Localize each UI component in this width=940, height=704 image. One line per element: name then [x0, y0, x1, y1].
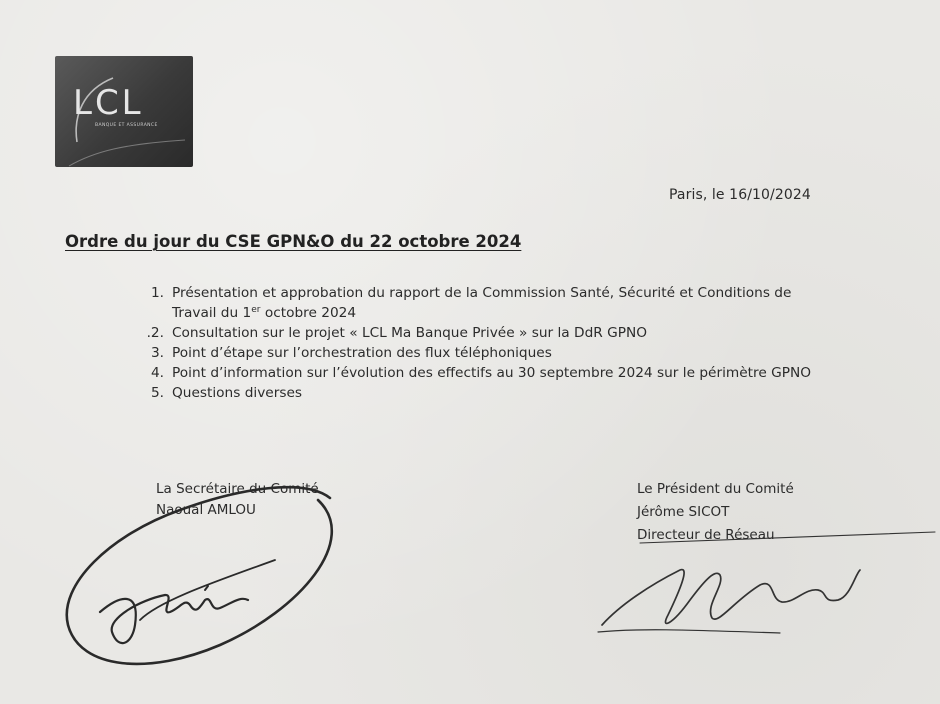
agenda-item-number: 5.	[150, 385, 164, 401]
agenda-item-number: 1.	[150, 285, 164, 301]
agenda-item-text: octobre 2024	[260, 305, 357, 321]
agenda-item-text: Présentation et approbation du rapport de la Commission Santé, Sécurité et Conditions de	[172, 285, 792, 301]
agenda-item-text: Travail du 1	[172, 305, 252, 321]
agenda-item-text: Questions diverses	[172, 385, 303, 401]
agenda-item-text: Point d’étape sur l’orchestration des flux téléphoniques	[172, 345, 552, 361]
logo-subtext: BANQUE ET ASSURANCE	[95, 123, 158, 128]
document-title: Ordre du jour du CSE GPN&O du 22 octobre 2024	[65, 232, 522, 251]
agenda-item-text: Consultation sur le projet « LCL Ma Banque Privée » sur la DdR GPNO	[172, 325, 647, 341]
secretary-name: Naoual AMLOU	[156, 502, 256, 518]
document-date: Paris, le 16/10/2024	[669, 187, 811, 203]
president-handwritten-signature	[598, 532, 935, 633]
president-role: Le Président du Comité	[637, 481, 794, 497]
agenda-item-number: 3.	[150, 345, 164, 361]
agenda-item-text: Point d’information sur l’évolution des effectifs au 30 septembre 2024 sur le périmètre GPNO	[172, 365, 811, 381]
logo-text: LCL	[73, 83, 144, 123]
agenda-item-number: .2.	[146, 325, 164, 341]
secretary-handwritten-signature	[67, 487, 332, 664]
agenda-item-superscript: er	[251, 305, 261, 315]
president-name: Jérôme SICOT	[637, 504, 730, 520]
agenda-item-number: 4.	[150, 365, 164, 381]
secretary-role: La Secrétaire du Comité	[156, 481, 319, 497]
president-title: Directeur de Réseau	[637, 527, 775, 543]
